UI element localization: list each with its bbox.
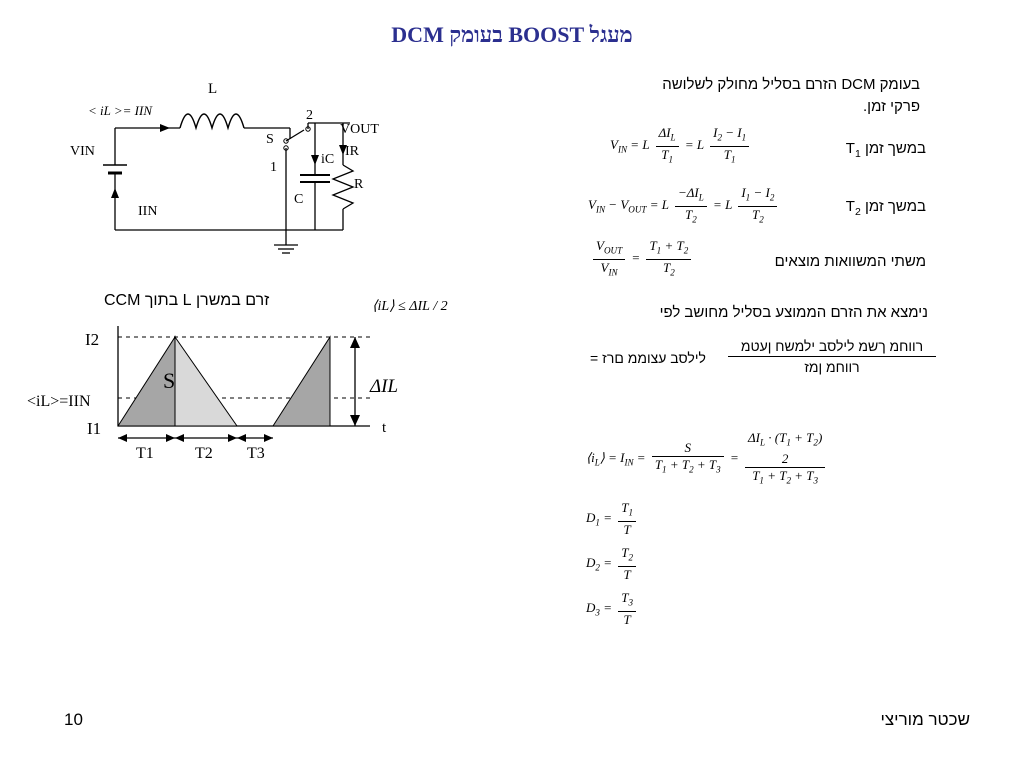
equation-d3: $D_3$ = $\frac{T_3}{T}$ [586, 590, 639, 628]
label-avg-current: <iL>=IIN [27, 393, 91, 410]
label-vout: VOUT [340, 122, 379, 137]
label-average-current: נימצא את הזרם הממוצע בסליל מחושב לפי [659, 304, 928, 321]
word-formula-denominator: רווחמ ןמז [804, 359, 860, 375]
intro-line-2: פרקי זמן. [863, 98, 920, 115]
label-during-t2: במשך זמן $T_2$ [845, 198, 926, 218]
label-i1: I1 [87, 419, 102, 438]
inequality-label: ⟨iL⟩ ≤ ΔIL / 2 [372, 299, 448, 314]
author-name: שכטר מוריצי [880, 710, 970, 729]
equation-average-current: $⟨i_L⟩ = I_{IN}$ = $\frac{S}{T_1 + T_2 + T_3}$ = $\Delta I_L \cdot (T_1 + T_2)$ 2 $T_1 + T_2 + T_3$ [586, 430, 828, 488]
word-formula-numerator: רווחמ ךשמ לילסב ילמשח ןעטמ [728, 338, 936, 357]
page-title: מעגל BOOST בעומק DCM [391, 22, 633, 47]
label-both-equations: משתי המשוואות מוצאים [774, 253, 926, 270]
inductor-current-waveform [25, 318, 425, 478]
label-area-s: S [163, 368, 176, 393]
equation-d2: $D_2$ = $\frac{T_2}{T}$ [586, 545, 639, 583]
label-node-1: 1 [270, 160, 277, 175]
page-number: 10 [64, 710, 83, 729]
label-ic: iC [321, 152, 335, 167]
intro-line-1: בעומק DCM הזרם בסליל מחולק לשלושה [662, 76, 920, 93]
equation-d1: $D_1$ = $\frac{T_1}{T}$ [586, 500, 639, 538]
label-iin: IIN [138, 204, 158, 219]
label-ir: IR [345, 144, 359, 159]
label-vin: VIN [70, 144, 95, 159]
word-formula-prefix: לילסב עצוממ םרז = [590, 350, 706, 366]
label-resistor: R [354, 177, 364, 192]
label-t3: T3 [247, 445, 265, 462]
equation-t1: $V_{IN} = L$ $\frac{\Delta I_L}{T_1}$ = L $\frac{I_2 - I_1}{T_1}$ [610, 125, 752, 167]
label-il-avg: < iL >= IIN [88, 103, 153, 118]
boost-circuit-diagram [60, 75, 390, 265]
label-node-2: 2 [306, 108, 313, 123]
label-delta-il: ΔIL [370, 376, 399, 397]
label-t2: T2 [195, 445, 213, 462]
label-time-axis: t [382, 420, 387, 436]
label-inductor: L [208, 81, 218, 97]
label-switch: S [266, 132, 274, 147]
waveform-title: זרם במשרן L בתוך CCM [104, 292, 270, 309]
label-during-t1: במשך זמן $T_1$ [845, 140, 926, 160]
label-i2: I2 [85, 330, 100, 349]
label-capacitor: C [294, 192, 304, 207]
label-t1: T1 [136, 445, 154, 462]
equation-ratio: $\frac{V_{OUT}}{V_{IN}}$ = $\frac{T_1 + T_2}{T_2}$ [590, 238, 694, 280]
equation-t2: $V_{IN} - V_{OUT} = L$ $\frac{-\Delta I_L}{T_2}$ = L $\frac{I_1 - I_2}{T_2}$ [588, 185, 780, 227]
